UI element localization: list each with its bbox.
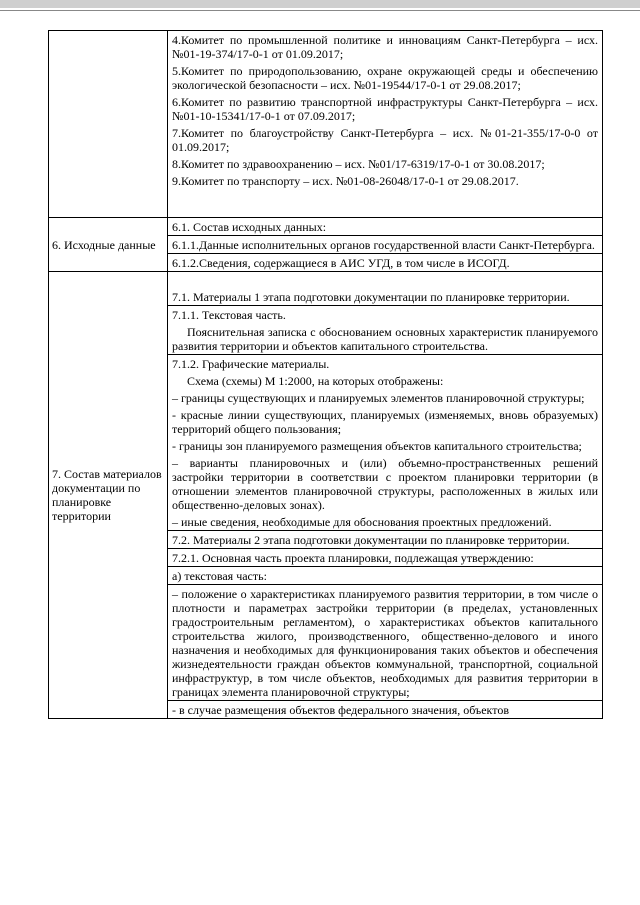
row-label-cell (49, 272, 168, 719)
row-label: 7. Состав материалов документации по планировке территории (52, 467, 162, 523)
table-row (49, 218, 603, 272)
paragraph: – иные сведения, необходимые для обоснования проектных предложений. (172, 515, 552, 529)
row-content-cell (168, 31, 603, 218)
row-content-cell (168, 272, 603, 719)
paragraph: а) текстовая часть: (168, 566, 602, 584)
paragraph: – границы существующих и планируемых элементов планировочной структуры; (172, 391, 585, 405)
paragraph: 7.1.2. Графические материалы. (168, 354, 602, 372)
paragraph: – положение о характеристиках планируемого развития территории, в том числе о плотности и параметрах застройки территории (в пределах, установленных градостроительным регламентом), о характеристиках объектов капитального строительства жилого, производственного, общественно-делового и иного назначения и необходимых для функционирования таких объектов и обеспечения жизнедеятельности граждан объектов коммунальной, транспортной, социальной инфраструктур, в том числе объектов, необходимых для развития территории в границах элемента планировочной структуры; (168, 584, 602, 700)
paragraph: 7.2.1. Основная часть проекта планировки, подлежащая утверждению: (168, 548, 602, 566)
list-item: 6.Комитет по развитию транспортной инфраструктуры Санкт-Петербурга – исх.№01-10-15341/17-0-1 от 07.09.2017; (172, 95, 598, 123)
row-label-cell (49, 218, 168, 272)
paragraph: 7.1. Материалы 1 этапа подготовки документации по планировке территории. (172, 290, 570, 304)
paragraph: Пояснительная записка с обоснованием основных характеристик планируемого развития территории и объектов капитального строительства. (172, 325, 598, 353)
list-item: 8.Комитет по здравоохранению – исх. №01/17-6319/17-0-1 от 30.08.2017; (172, 157, 545, 171)
scan-top-edge (0, 0, 640, 8)
paragraph: Схема (схемы) М 1:2000, на которых отображены: (187, 374, 444, 388)
row-label: 6. Исходные данные (52, 237, 156, 252)
row-label-cell (49, 31, 168, 218)
paragraph: 6.1.2.Сведения, содержащиеся в АИС УГД, в том числе в ИСОГД. (168, 253, 602, 271)
list-item: 9.Комитет по транспорту – исх. №01-08-26048/17-0-1 от 29.08.2017. (172, 174, 519, 188)
paragraph: 7.2. Материалы 2 этапа подготовки документации по планировке территории. (168, 530, 602, 548)
table-row (49, 272, 603, 719)
requirements-table (48, 30, 603, 719)
paragraph: 6.1.1.Данные исполнительных органов государственной власти Санкт-Петербурга. (168, 235, 602, 253)
table-row (49, 31, 603, 218)
paragraph: 6.1. Состав исходных данных: (172, 220, 327, 234)
list-item: 7.Комитет по благоустройству Санкт-Петербурга – исх. №01-21-355/17-0-0 от 01.09.2017; (172, 126, 598, 154)
scan-top-line (0, 10, 640, 11)
row-content-cell (168, 218, 603, 272)
paragraph: - в случае размещения объектов федерального значения, объектов (168, 700, 602, 718)
paragraph: - красные линии существующих, планируемых (изменяемых, вновь образуемых) территорий общего пользования; (172, 408, 598, 436)
list-item: 4.Комитет по промышленной политике и инновациям Санкт-Петербурга – исх. №01-19-374/17-0-1 от 01.09.2017; (172, 33, 598, 61)
paragraph: 7.1.1. Текстовая часть. (168, 305, 602, 323)
paragraph: - границы зон планируемого размещения объектов капитального строительства; (172, 439, 582, 453)
paragraph: – варианты планировочных и (или) объемно-пространственных решений застройки территории в соответствии с проектом планировки территории (в отношении элементов планировочной структуры, расположенных в жилых или общественно-деловых зонах). (172, 456, 598, 512)
list-item: 5.Комитет по природопользованию, охране окружающей среды и обеспечению экологической безопасности – исх. №01-19544/17-0-1 от 29.08.2017; (172, 64, 598, 92)
